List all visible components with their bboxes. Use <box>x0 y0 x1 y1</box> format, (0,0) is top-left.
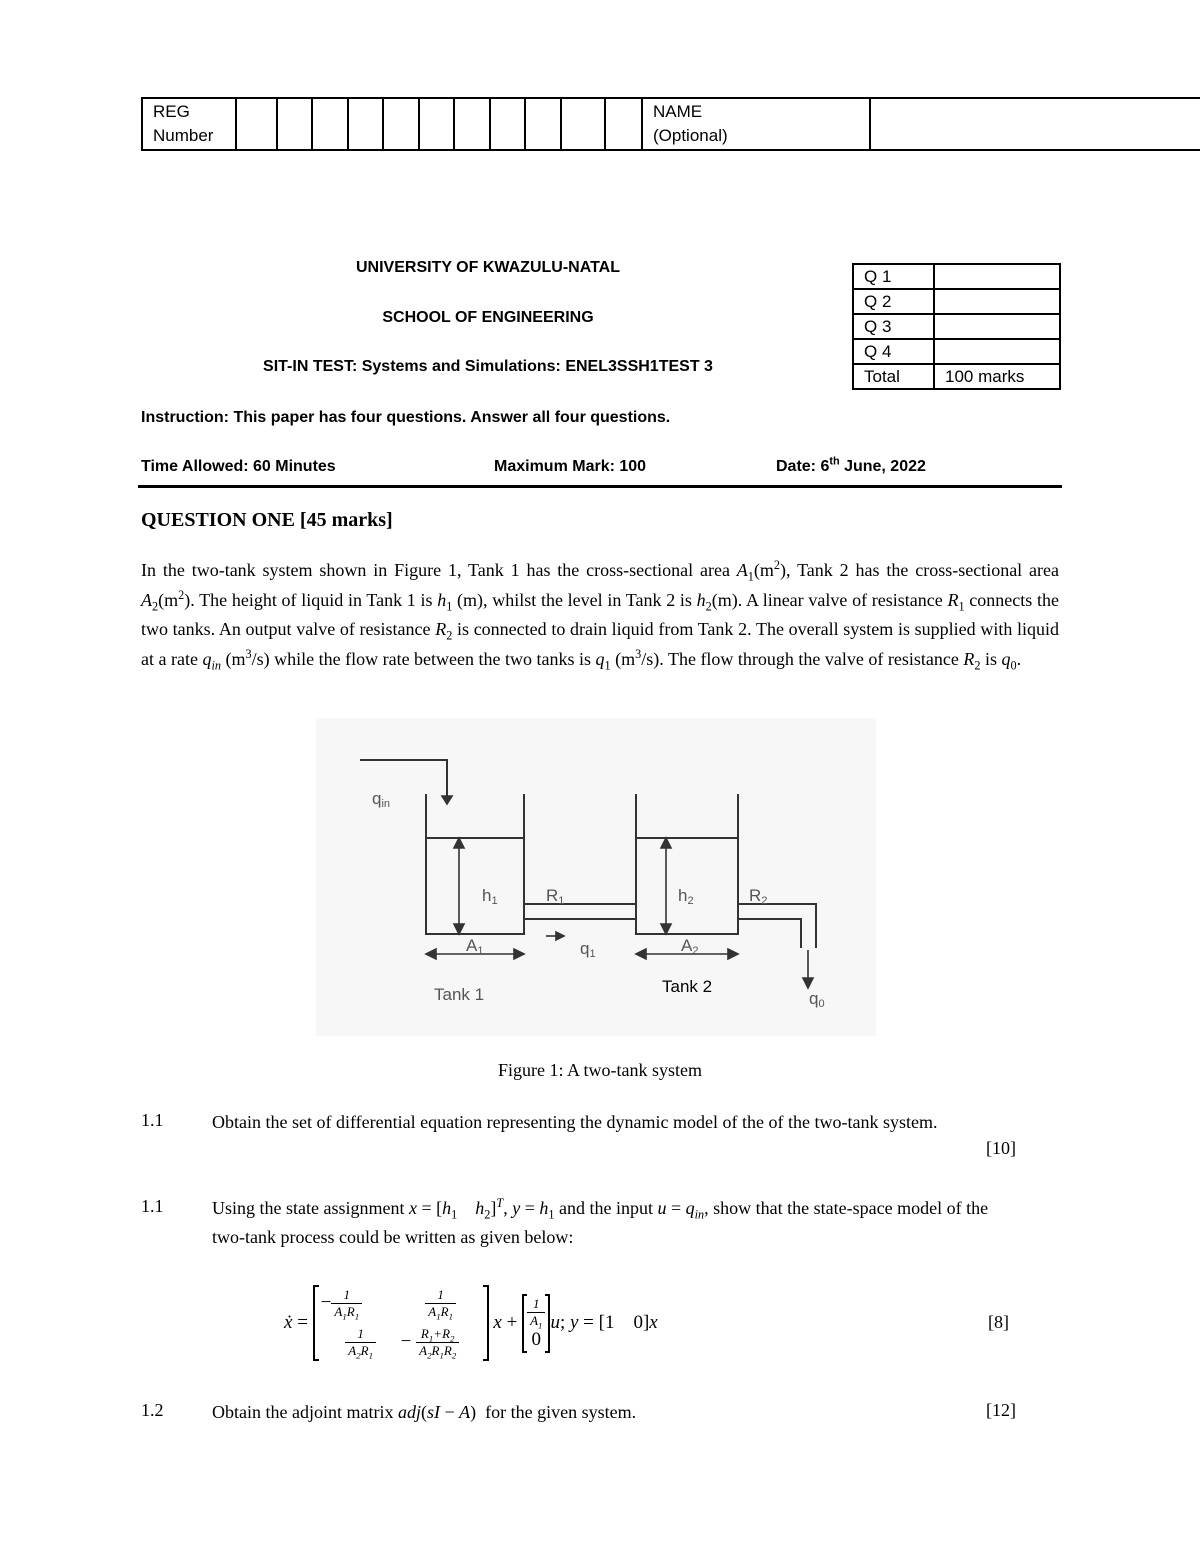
label-tank1: Tank 1 <box>434 985 485 1004</box>
header-divider <box>138 485 1062 488</box>
reg-digit-box[interactable] <box>312 98 348 150</box>
name-field[interactable] <box>870 98 1200 150</box>
subq-number: 1.1 <box>141 1196 164 1216</box>
label-tank2: Tank 2 <box>662 977 713 996</box>
marks-label: Q 3 <box>853 314 934 339</box>
name-label: NAME (Optional) <box>642 98 870 150</box>
university-title: UNIVERSITY OF KWAZULU-NATAL <box>356 259 620 276</box>
question-intro: In the two-tank system shown in Figure 1, Tank 1 has the cross-sectional area $A_1(m^2)$, Tank 2 has the cross-sectional area $A_2(m^2)$. The height of liquid in Tank 1 is $h_1$ (m), whilst the level in Tank 2 is $h_2(m)$. A linear valve of resistance $R_1$ connects the two tanks. An output valve of resistance $R_2$ is connected to drain liquid from Tank 2. The overall system is supplied with liquid at a rate $q_{in}$ $(m^3/s)$ while the flow rate between the two tanks is $q_1$ $(m^3/s)$. The flow through the valve of resistance $R_2$ is $q_0$. <box>141 558 1059 673</box>
label-h2: h2 <box>678 886 694 907</box>
state-space-equation: ẋ = − $\frac{1}{A_1R_1}$ $\frac{1}{A_1R_1}$ $\frac{1}{A_2R_1}$ − $\frac{R_1+R_2}{A_2R_1R_2}$ x + $\frac{1}{A_1}$ 0 u ; y = [1 0] x <box>284 1287 658 1361</box>
label-a1: A1 <box>466 936 484 957</box>
marks-value: 100 marks <box>934 364 1060 389</box>
label-q1: q1 <box>580 939 596 960</box>
marks-value[interactable] <box>934 314 1060 339</box>
time-allowed: Time Allowed: 60 Minutes <box>141 458 336 475</box>
reg-digit-box[interactable] <box>490 98 525 150</box>
registration-table <box>141 97 1200 151</box>
reg-digit-box[interactable] <box>419 98 454 150</box>
subq-mark: [8] <box>988 1312 1009 1332</box>
marks-label: Total <box>853 364 934 389</box>
marks-value[interactable] <box>934 289 1060 314</box>
school-title: SCHOOL OF ENGINEERING <box>382 309 594 326</box>
reg-digit-box[interactable] <box>383 98 419 150</box>
reg-digit-box[interactable] <box>454 98 490 150</box>
exam-date: Date: 6th June, 2022 <box>776 455 926 475</box>
subq-number: 1.1 <box>141 1110 164 1130</box>
reg-digit-box[interactable] <box>561 98 605 150</box>
marks-label: Q 1 <box>853 264 934 289</box>
label-h1: h1 <box>482 886 498 907</box>
question-heading: QUESTION ONE [45 marks] <box>141 509 393 531</box>
subq-mark: [10] <box>986 1138 1016 1158</box>
label-qin: qin <box>372 789 391 810</box>
marks-value[interactable] <box>934 339 1060 364</box>
reg-digit-box[interactable] <box>277 98 312 150</box>
marks-label: Q 2 <box>853 289 934 314</box>
reg-digit-box[interactable] <box>525 98 561 150</box>
label-q0: q0 <box>809 989 825 1010</box>
figure-caption: Figure 1: A two-tank system <box>498 1060 702 1080</box>
instruction: Instruction: This paper has four questions. Answer all four questions. <box>141 409 671 426</box>
subq-text: Obtain the set of differential equation representing the dynamic model of the of the two-tank system. <box>212 1112 938 1132</box>
subq-number: 1.2 <box>141 1400 164 1420</box>
test-title: SIT-IN TEST: Systems and Simulations: ENEL3SSH1TEST 3 <box>263 358 713 375</box>
subq-mark: [12] <box>986 1400 1016 1420</box>
label-a2: A2 <box>681 936 699 957</box>
label-r2: R2 <box>749 886 768 907</box>
subq-text: Obtain the adjoint matrix adj(sI − A) for the given system. <box>212 1402 637 1422</box>
reg-number-label: REG Number <box>142 98 236 150</box>
maximum-mark: Maximum Mark: 100 <box>494 458 647 475</box>
two-tank-figure <box>316 718 876 1036</box>
subq-text: Using the state assignment $x = [h_1$ $h_2]^T$, $y = h_1$ and the input $u = q_{in}$, show that the state-space model of the two-tank process could be written as given below: <box>212 1196 989 1247</box>
label-r1: R1 <box>546 886 565 907</box>
marks-label: Q 4 <box>853 339 934 364</box>
reg-digit-box[interactable] <box>236 98 277 150</box>
reg-digit-box[interactable] <box>348 98 383 150</box>
marks-table <box>852 263 1061 390</box>
marks-value[interactable] <box>934 264 1060 289</box>
reg-digit-box[interactable] <box>605 98 642 150</box>
